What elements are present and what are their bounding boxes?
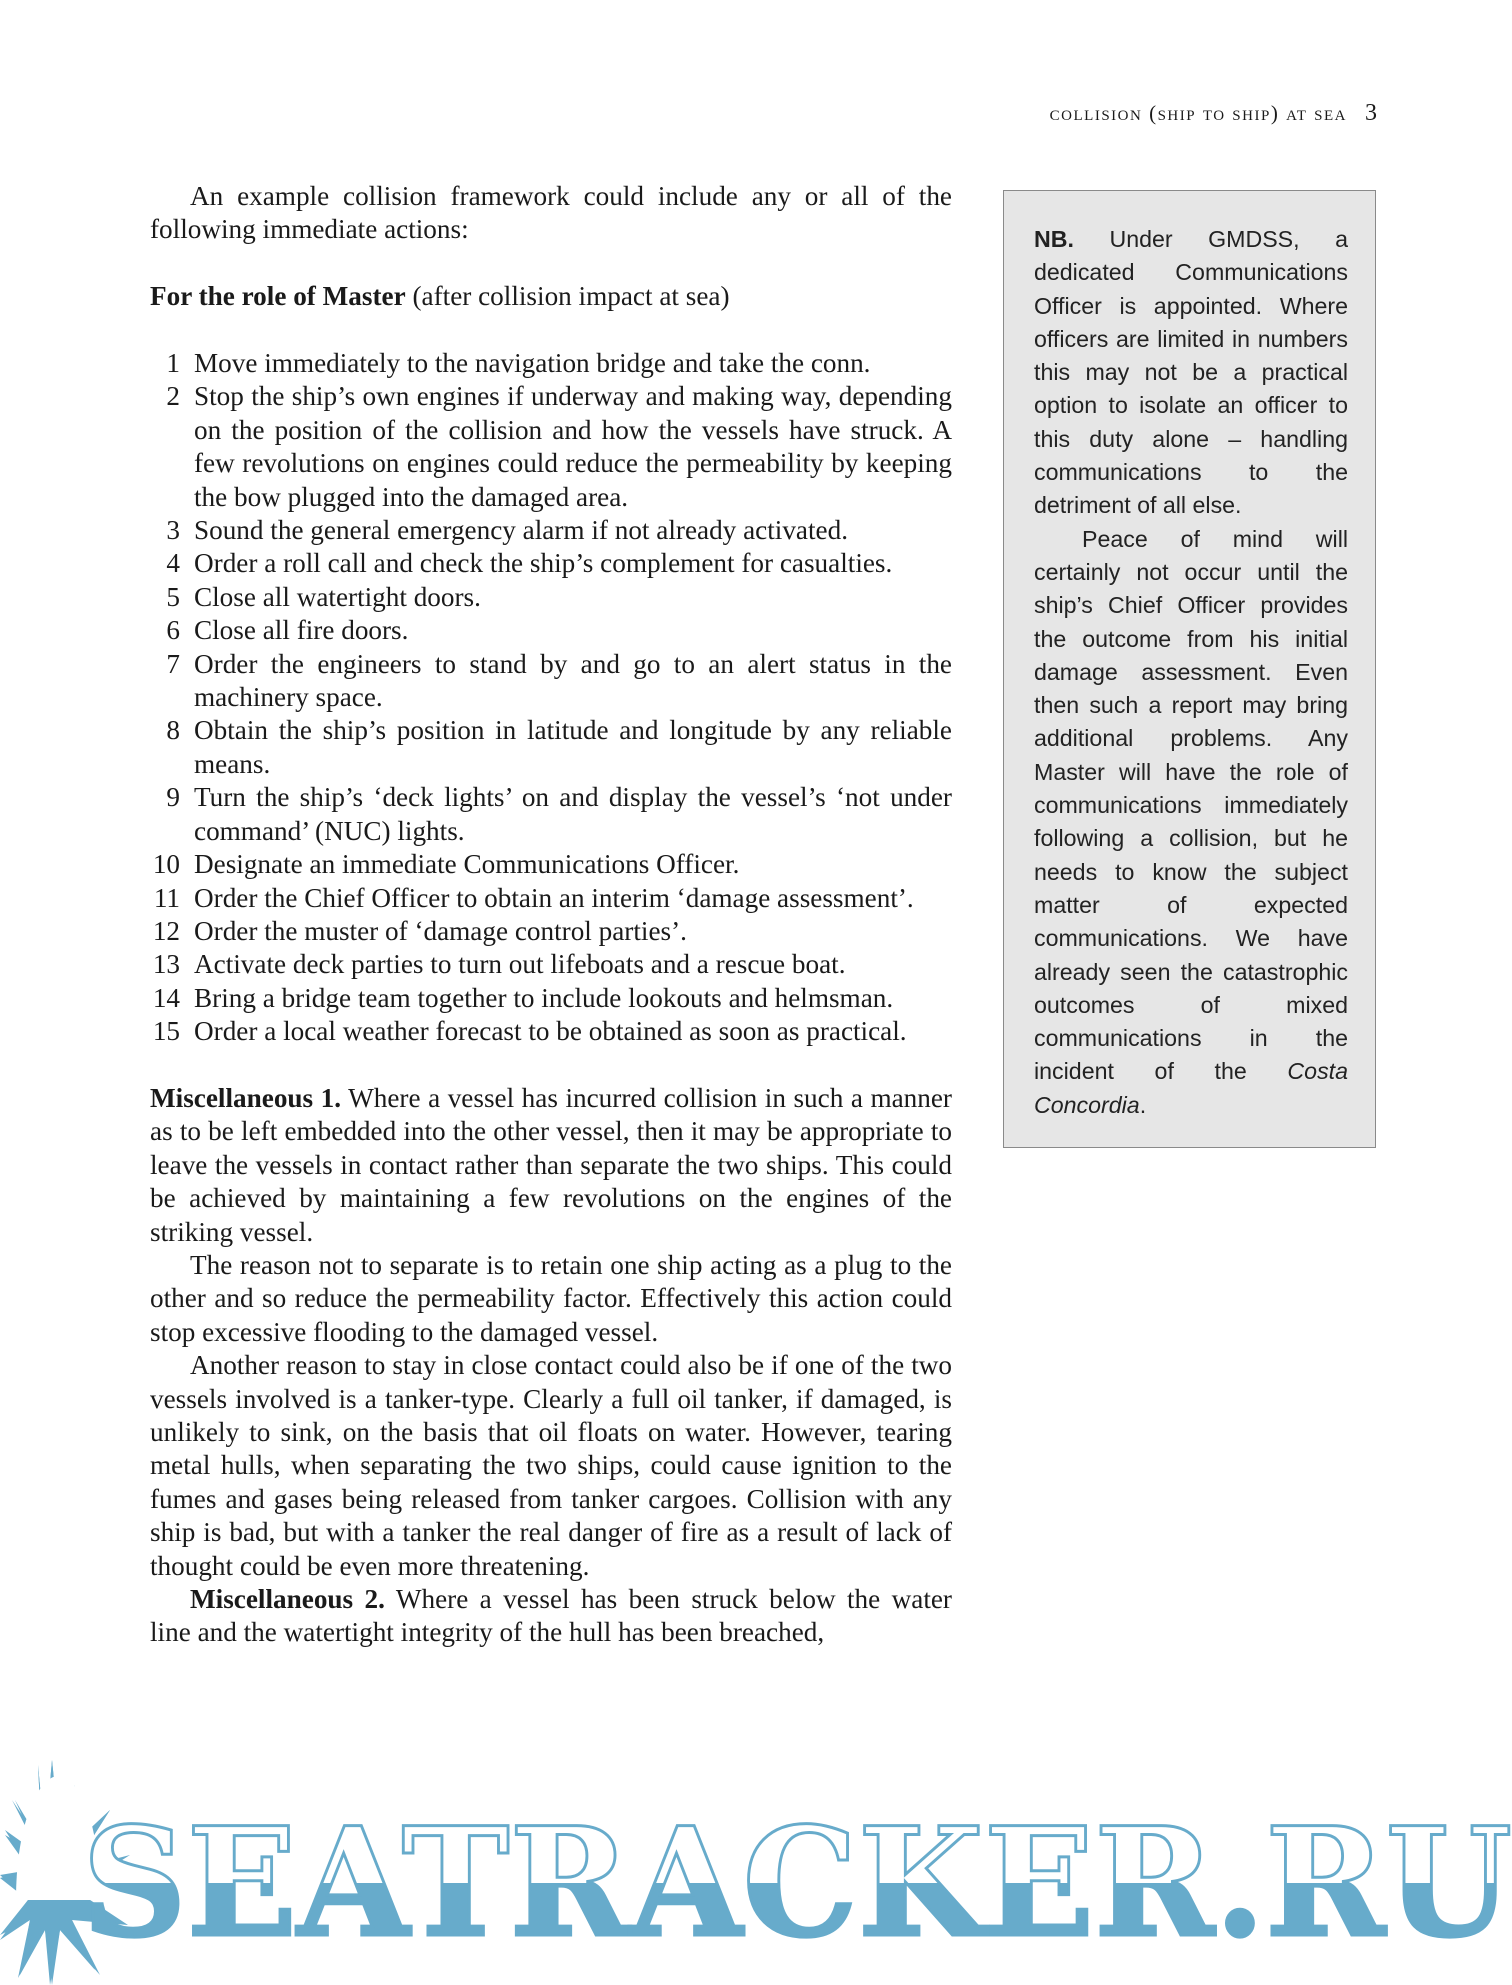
- action-text: Move immediately to the navigation bridge and take the conn.: [194, 348, 871, 378]
- misc1-paragraph: [150, 1082, 952, 1249]
- nb-label: NB.: [1034, 226, 1074, 252]
- note-p1-text: Under GMDSS, a dedicated Communications Officer is appointed. Where officers are limited in numbers this may not be a practical option to isolate an officer to this duty alone – handling communications to the detriment of all else.: [1034, 226, 1348, 519]
- note-paragraph-1: [1034, 223, 1348, 523]
- role-heading: [150, 280, 952, 313]
- action-number: 5: [166, 581, 180, 612]
- action-item: [150, 848, 952, 881]
- action-item: [150, 882, 952, 915]
- misc2-paragraph: [150, 1583, 952, 1650]
- action-number: 10: [152, 849, 180, 880]
- action-text: Sound the general emergency alarm if not already activated.: [194, 515, 848, 546]
- action-list: [150, 347, 952, 1049]
- action-text: Designate an immediate Communications Officer.: [194, 849, 740, 880]
- action-text: Turn the ship’s ‘deck lights’ on and display the vessel’s ‘not under command’ (NUC) lights.: [194, 782, 952, 846]
- action-number: 12: [152, 915, 180, 946]
- misc2-label: Miscellaneous 2.: [190, 1584, 385, 1615]
- note-p2-text: Peace of mind will certainly not occur until the ship’s Chief Officer provides the outcome from his initial damage assessment. Even then such a report may bring additional problems. Any Master will have the role of communications immediately following a collision, but he needs to know the subject matter of expected communications. We have already seen the catastrophic outcomes of mixed communications in the incident of the: [1034, 525, 1348, 1085]
- action-number: 14: [152, 982, 180, 1013]
- misc2-text: Where a vessel has been struck below the water line and the watertight integrity of the hull has been breached,: [150, 1584, 952, 1648]
- running-head: [1050, 100, 1377, 127]
- action-item: [150, 547, 952, 580]
- action-number: 3: [166, 515, 180, 546]
- action-number: 1: [166, 348, 180, 378]
- ship-name: Costa Concordia: [1034, 1058, 1348, 1118]
- action-number: 6: [166, 615, 180, 646]
- action-text: Obtain the ship’s position in latitude and longitude by any reliable means.: [194, 715, 952, 779]
- action-item: [150, 514, 952, 547]
- action-text: Order a roll call and check the ship’s complement for casualties.: [194, 548, 893, 579]
- intro-paragraph: An example collision framework could include any or all of the following immediate actions:: [150, 181, 952, 245]
- action-number: 13: [152, 949, 180, 980]
- action-item: [150, 648, 952, 715]
- action-item: [150, 581, 952, 614]
- action-text: Close all fire doors.: [194, 615, 409, 646]
- action-number: 7: [166, 648, 180, 679]
- action-item: [150, 982, 952, 1015]
- page-number: 3: [1365, 100, 1377, 126]
- running-title: collision (ship to ship) at sea: [1049, 101, 1347, 125]
- action-item: [150, 347, 952, 380]
- action-text: Close all watertight doors.: [194, 581, 481, 612]
- action-text: Activate deck parties to turn out lifeboats and a rescue boat.: [194, 949, 846, 980]
- role-heading-rest: (after collision impact at sea): [405, 281, 730, 312]
- main-text-column: [150, 180, 952, 1650]
- watermark: [0, 1760, 1512, 1985]
- watermark-text: SEATRACKER.RU: [82, 1795, 1512, 1971]
- action-text: Bring a bridge team together to include lookouts and helmsman.: [194, 982, 894, 1013]
- action-number: 4: [166, 548, 180, 579]
- note-paragraph-2: [1034, 523, 1348, 1122]
- note-p2-end: .: [1139, 1091, 1147, 1118]
- action-item: [150, 1015, 952, 1048]
- action-text: Order the muster of ‘damage control parties’.: [194, 915, 687, 946]
- action-text: Order the Chief Officer to obtain an interim ‘damage assessment’.: [194, 882, 914, 913]
- sidebar-note-box: [1003, 190, 1376, 1148]
- action-item: [150, 781, 952, 848]
- role-heading-bold: For the role of Master: [150, 281, 406, 312]
- action-text: Order a local weather forecast to be obtained as soon as practical.: [194, 1016, 907, 1047]
- action-item: [150, 714, 952, 781]
- another-reason-paragraph: Another reason to stay in close contact could also be if one of the two vessels involved is a tanker-type. Clearly a full oil tanker, if damaged, is unlikely to sink, on the basis that oil floats on water. However, tearing metal hulls, when separating the two ships, could cause ignition to the fumes and gases being released from tanker cargoes. Collision with any ship is bad, but with a tanker the real danger of fire as a result of lack of thought could be even more threatening.: [150, 1350, 952, 1581]
- action-number: 2: [166, 381, 180, 412]
- action-number: 9: [166, 782, 180, 813]
- action-number: 11: [153, 882, 180, 913]
- misc1-label: Miscellaneous 1.: [150, 1082, 342, 1113]
- action-text: Stop the ship’s own engines if underway and making way, depending on the position of the collision and how the vessels have struck. A few revolutions on engines could reduce the permeability by keeping the bow plugged into the damaged area.: [194, 381, 952, 512]
- action-number: 15: [152, 1016, 180, 1047]
- action-item: [150, 380, 952, 514]
- action-item: [150, 915, 952, 948]
- reason-paragraph: The reason not to separate is to retain one ship acting as a plug to the other and so reduce the permeability factor. Effectively this action could stop excessive flooding to the damaged vessel.: [150, 1249, 952, 1347]
- action-item: [150, 948, 952, 981]
- action-text: Order the engineers to stand by and go to an alert status in the machinery space.: [194, 648, 952, 713]
- action-item: [150, 614, 952, 647]
- misc1-text: Where a vessel has incurred collision in such a manner as to be left embedded into the other vessel, then it may be appropriate to leave the vessels in contact rather than separate the two ships. This could be achieved by maintaining a few revolutions on the engines of the striking vessel.: [150, 1082, 952, 1247]
- action-number: 8: [166, 715, 180, 746]
